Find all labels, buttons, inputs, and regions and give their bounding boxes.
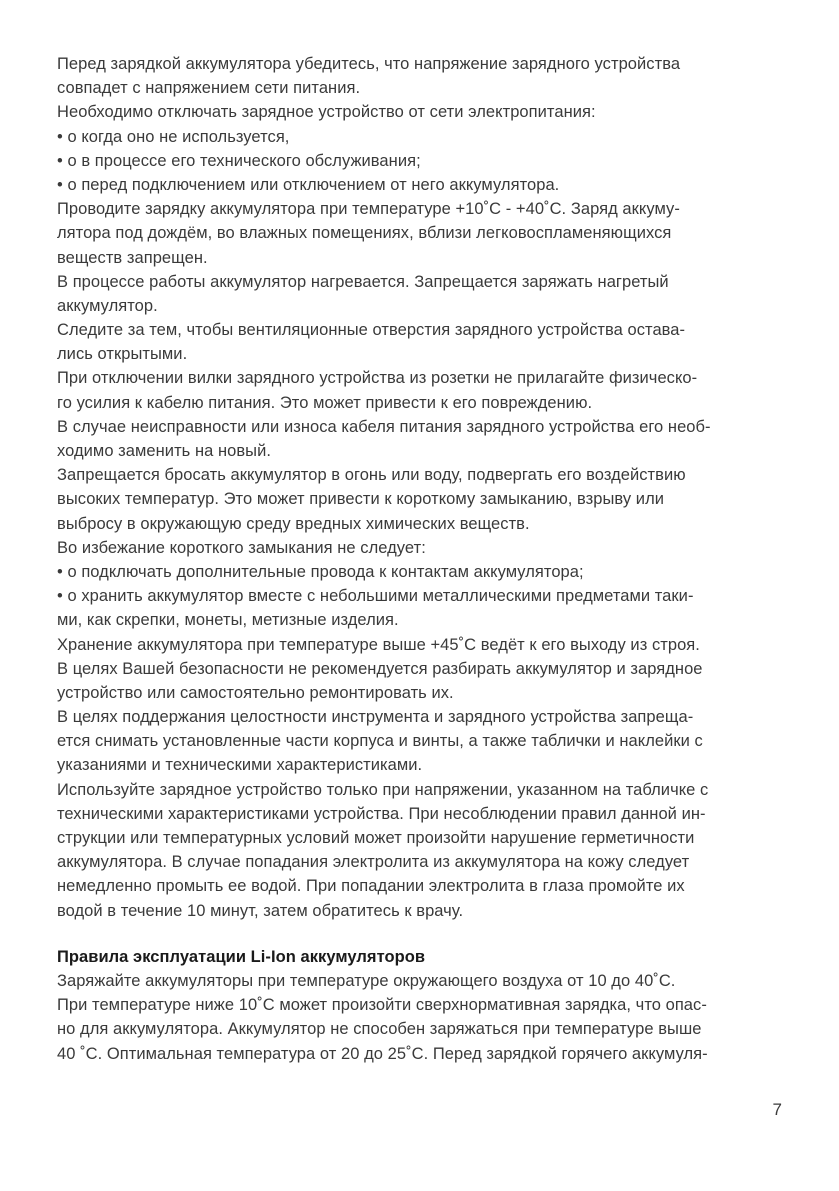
text-line: Во избежание короткого замыкания не следует: bbox=[57, 538, 426, 557]
text-line: струкции или температурных условий может произойти нарушение герметичности bbox=[57, 829, 695, 847]
text-line: При температуре ниже 10˚С может произойти сверхнормативная зарядка, что опас- bbox=[57, 996, 707, 1015]
text-line: лись открытыми. bbox=[57, 345, 188, 364]
text-line: Перед зарядкой аккумулятора убедитесь, что напряжение зарядного устройства bbox=[57, 55, 681, 73]
text-line: Необходимо отключать зарядное устройство от сети электропитания: bbox=[57, 103, 596, 122]
text-line: Следите за тем, чтобы вентиляционные отверстия зарядного устройства остава- bbox=[57, 321, 686, 340]
text-line: аккумулятор. bbox=[57, 296, 158, 315]
text-line: указаниями и техническими характеристиками. bbox=[57, 756, 423, 775]
text-line: Проводите зарядку аккумулятора при температуре +10˚С - +40˚С. Заряд аккуму- bbox=[57, 200, 680, 219]
text-line: водой в течение 10 минут, затем обратитесь к врачу. bbox=[57, 901, 464, 920]
section-spacer bbox=[57, 923, 787, 945]
text-line: ходимо заменить на новый. bbox=[57, 442, 271, 460]
bullet-item: • о перед подключением или отключением от него аккумулятора. bbox=[57, 175, 560, 194]
text-line: В целях Вашей безопасности не рекомендуется разбирать аккумулятор и зарядное bbox=[57, 659, 703, 678]
bullet-item: • о подключать дополнительные провода к контактам аккумулятора; bbox=[57, 562, 584, 581]
text-line: При отключении вилки зарядного устройства из розетки не прилагайте физическо- bbox=[57, 369, 698, 388]
bullet-item: • о когда оно не используется, bbox=[57, 127, 290, 146]
text-line: немедленно промыть ее водой. При попадании электролита в глаза промойте их bbox=[57, 877, 685, 896]
text-line: Заряжайте аккумуляторы при температуре окружающего воздуха от 10 до 40˚С. bbox=[57, 971, 676, 990]
text-line: выбросу в окружающую среду вредных химических веществ. bbox=[57, 514, 530, 533]
text-line: совпадет с напряжением сети питания. bbox=[57, 79, 361, 98]
text-line: Используйте зарядное устройство только при напряжении, указанном на табличке с bbox=[57, 780, 709, 799]
text-line: 40 ˚С. Оптимальная температура от 20 до 25˚С. Перед зарядкой горячего аккумуля- bbox=[57, 1044, 708, 1063]
text-line: ется снимать установленные части корпуса и винты, а также таблички и наклейки с bbox=[57, 732, 703, 751]
li-ion-rules-block bbox=[57, 969, 787, 1066]
text-line: В случае неисправности или износа кабеля питания зарядного устройства его необ- bbox=[57, 417, 711, 436]
text-line: В процессе работы аккумулятор нагревается. Запрещается заряжать нагретый bbox=[57, 272, 669, 291]
text-line: лятора под дождём, во влажных помещениях, вблизи легковоспламеняющихся bbox=[57, 224, 672, 243]
text-line: В целях поддержания целостности инструмента и зарядного устройства запреща- bbox=[57, 708, 694, 727]
text-line: Хранение аккумулятора при температуре выше +45˚С ведёт к его выходу из строя. bbox=[57, 635, 700, 654]
text-line: ми, как скрепки, монеты, метизные изделия. bbox=[57, 611, 399, 630]
text-line: но для аккумулятора. Аккумулятор не способен заряжаться при температуре выше bbox=[57, 1020, 702, 1039]
section-heading: Правила эксплуатации Li-Ion аккумуляторов bbox=[57, 947, 426, 966]
text-line: высоких температур. Это может привести к короткому замыканию, взрыву или bbox=[57, 490, 665, 509]
page-number: 7 bbox=[772, 1100, 782, 1119]
text-line: го усилия к кабелю питания. Это может привести к его повреждению. bbox=[57, 393, 593, 412]
text-line: устройство или самостоятельно ремонтировать их. bbox=[57, 683, 454, 702]
safety-instructions-block bbox=[57, 52, 787, 923]
bullet-item: • о хранить аккумулятор вместе с небольшими металлическими предметами таки- bbox=[57, 587, 694, 606]
bullet-item: • о в процессе его технического обслуживания; bbox=[57, 151, 421, 170]
page-content bbox=[57, 52, 787, 1066]
text-line: аккумулятора. В случае попадания электролита из аккумулятора на кожу следует bbox=[57, 853, 690, 872]
text-line: веществ запрещен. bbox=[57, 248, 208, 267]
text-line: Запрещается бросать аккумулятор в огонь или воду, подвергать его воздействию bbox=[57, 466, 686, 485]
text-line: техническими характеристиками устройства. При несоблюдении правил данной ин- bbox=[57, 804, 706, 823]
